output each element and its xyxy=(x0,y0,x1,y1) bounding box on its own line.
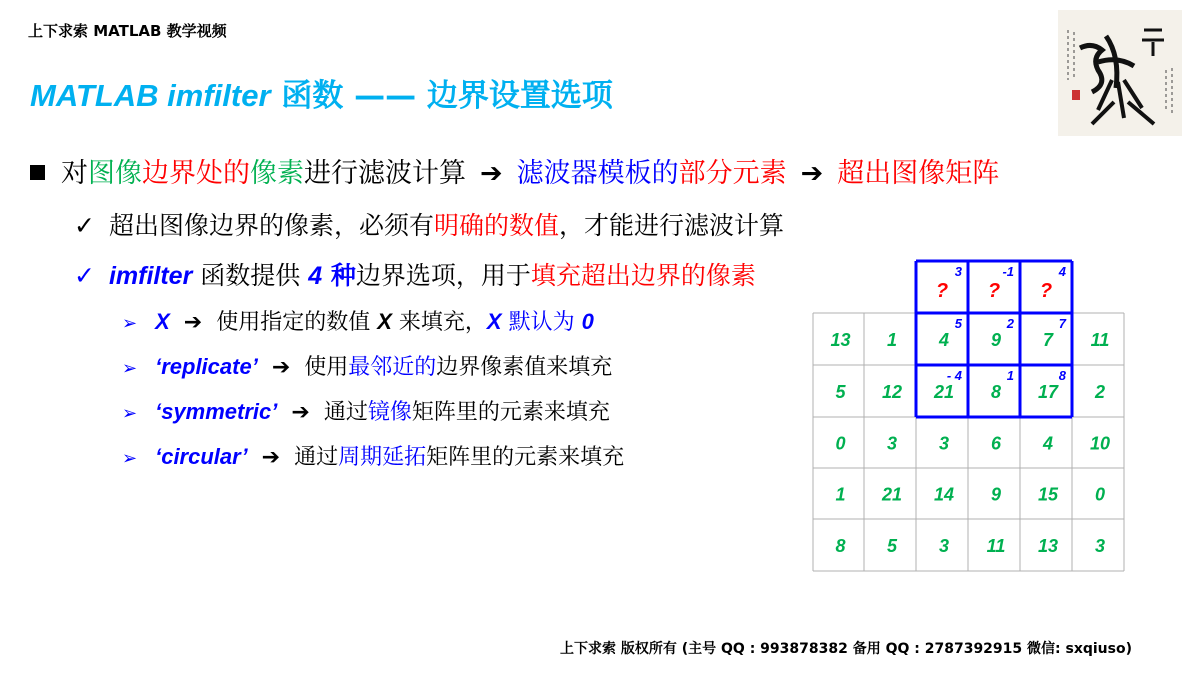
matrix-cell-value: 5 xyxy=(886,536,898,556)
matrix-cell-value: 0 xyxy=(835,433,846,454)
kernel-weight: 7 xyxy=(1058,316,1066,331)
matrix-cell-value: 17 xyxy=(1037,382,1059,402)
unknown-pixel-mark: ? xyxy=(1039,280,1053,302)
matrix-cell-value: 11 xyxy=(1090,330,1110,350)
matrix-cell-value: 9 xyxy=(990,330,1002,350)
arrow-right-icon: ➔ xyxy=(261,445,281,470)
matrix-cell-value: 8 xyxy=(990,382,1002,402)
matrix-cell-value: 4 xyxy=(1042,433,1054,454)
option-x: ➢ X ➔ 使用指定的数值 X 来填充，X 默认为 0 xyxy=(122,309,594,335)
matrix-cell-value: 10 xyxy=(1089,433,1111,454)
title-en: MATLAB imfilter xyxy=(30,78,271,113)
unknown-pixel-mark: ? xyxy=(935,280,949,302)
matrix-cell-value: 8 xyxy=(835,536,846,556)
matrix-cell-value: 13 xyxy=(1037,536,1059,556)
arrow-right-icon: ➔ xyxy=(800,158,824,189)
sub-bullet-explicit-values: ✓ 超出图像边界的像素，必须有明确的数值，才能进行滤波计算 xyxy=(74,211,784,240)
kernel-weight: 1 xyxy=(1006,368,1014,383)
kernel-weight: 2 xyxy=(1006,316,1014,331)
check-icon: ✓ xyxy=(74,261,95,290)
matrix-cell-value: 3 xyxy=(938,536,950,556)
title-zh: 函数 —— 边界设置选项 xyxy=(270,78,613,114)
matrix-cell-value: 13 xyxy=(830,330,851,350)
matrix-cell-value: 11 xyxy=(986,536,1006,556)
option-symmetric: ➢ ‘symmetric’ ➔ 通过镜像矩阵里的元素来填充 xyxy=(122,399,610,425)
kernel-weight: 4 xyxy=(1058,264,1066,279)
matrix-values xyxy=(830,264,1110,556)
matrix-cell-value: 9 xyxy=(990,484,1002,505)
arrow-right-icon: ➔ xyxy=(291,400,310,425)
arrow-right-icon: ➔ xyxy=(183,310,203,335)
matrix-cell-value: 1 xyxy=(886,330,898,350)
matrix-cell-value: 15 xyxy=(1037,484,1059,505)
kernel-weight: 3 xyxy=(954,264,962,279)
arrow-right-icon: ➔ xyxy=(271,355,291,380)
option-circular: ➢ ‘circular’ ➔ 通过周期延拓矩阵里的元素来填充 xyxy=(122,444,625,470)
matrix-cell-value: 2 xyxy=(1094,382,1106,402)
main-bullet: 对图像边界处的像素进行滤波计算 ➔ 滤波器模板的部分元素 ➔ 超出图像矩阵 xyxy=(30,151,999,190)
matrix-cell-value: 3 xyxy=(886,433,898,454)
triangle-bullet-icon: ➢ xyxy=(122,403,138,424)
matrix-cell-value: 6 xyxy=(990,433,1002,454)
option-replicate: ➢ ‘replicate’ ➔ 使用最邻近的边界像素值来填充 xyxy=(122,354,613,380)
kernel-weight: 5 xyxy=(954,316,962,331)
matrix-cell-value: 0 xyxy=(1094,484,1106,505)
sub-bullet-imfilter-options: ✓ imfilter 函数提供 4 种边界选项，用于填充超出边界的像素 xyxy=(74,261,756,290)
triangle-bullet-icon: ➢ xyxy=(122,313,138,334)
kernel-weight: - 4 xyxy=(946,368,962,383)
footer-copyright: 上下求索 版权所有 (主号 QQ : 993878382 备用 QQ : 2787392915 微信: sxqiuso) xyxy=(560,641,1132,657)
matrix-cell-value: 5 xyxy=(835,382,846,402)
matrix-cell-value: 21 xyxy=(881,484,903,505)
matrix-cell-value: 7 xyxy=(1042,330,1054,350)
header-caption: 上下求索 MATLAB 教学视频 xyxy=(28,22,227,40)
matrix-cell-value: 3 xyxy=(938,433,950,454)
matrix-cell-value: 1 xyxy=(835,484,846,505)
check-icon: ✓ xyxy=(74,211,95,240)
arrow-right-icon: ➔ xyxy=(480,158,503,189)
triangle-bullet-icon: ➢ xyxy=(122,448,138,469)
kernel-weight: 8 xyxy=(1058,368,1066,383)
unknown-pixel-mark: ? xyxy=(987,280,1001,302)
matrix-cell-value: 12 xyxy=(881,382,903,402)
triangle-bullet-icon: ➢ xyxy=(122,358,138,379)
matrix-cell-value: 4 xyxy=(938,330,950,350)
matrix-cell-value: 14 xyxy=(933,484,955,505)
kernel-weight: -1 xyxy=(1002,264,1014,279)
matrix-cell-value: 3 xyxy=(1094,536,1106,556)
matrix-cell-value: 21 xyxy=(933,382,955,402)
